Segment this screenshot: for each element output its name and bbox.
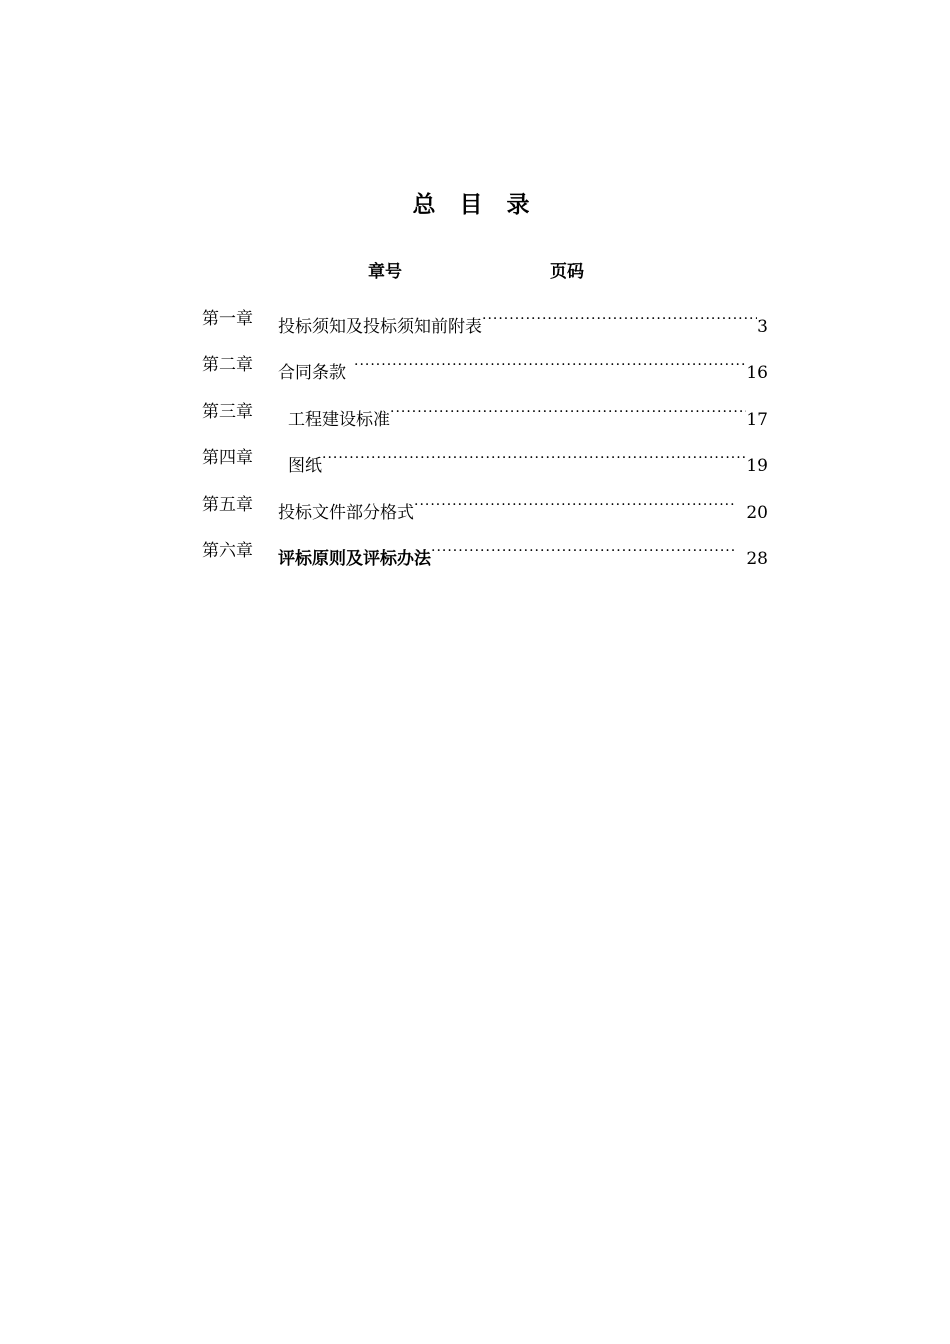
toc-page-number: 28: [746, 548, 768, 569]
page-column-header: 页码: [550, 262, 584, 282]
toc-chapter-title: 合同条款: [278, 363, 346, 384]
toc-chapter-number: 第四章: [202, 448, 253, 469]
toc-chapter-title: 图纸: [288, 456, 322, 477]
dot-leader: [354, 352, 746, 378]
toc-chapter-title: 投标文件部分格式: [278, 502, 414, 523]
table-of-contents: [202, 306, 768, 584]
toc-chapter-number: 第三章: [202, 401, 253, 422]
toc-chapter-number: 第五章: [202, 494, 253, 515]
dot-leader: [431, 538, 736, 564]
toc-chapter-number: 第一章: [202, 309, 253, 329]
toc-entry-line: [278, 306, 768, 340]
toc-entry-chapter-1[interactable]: [202, 306, 768, 352]
toc-chapter-number: 第二章: [202, 355, 253, 376]
toc-entry-line: [278, 445, 768, 479]
toc-page-number: 20: [746, 502, 768, 523]
toc-chapter-title: 评标原则及评标办法: [278, 548, 431, 569]
toc-entry-chapter-5[interactable]: [202, 492, 768, 538]
toc-entry-line: [278, 399, 768, 433]
toc-page-number: 16: [746, 363, 768, 384]
dot-leader: [322, 445, 746, 471]
dot-leader: [390, 399, 746, 425]
toc-entry-chapter-4[interactable]: [202, 445, 768, 491]
dot-leader: [414, 492, 736, 518]
toc-entry-line: [278, 352, 768, 386]
toc-entry-line: [278, 538, 768, 572]
toc-entry-chapter-3[interactable]: [202, 399, 768, 445]
document-title: 总 目 录: [412, 192, 538, 218]
toc-entry-line: [278, 492, 768, 526]
dot-leader: [482, 306, 757, 332]
toc-entry-chapter-6[interactable]: [202, 538, 768, 584]
toc-entry-chapter-2[interactable]: [202, 352, 768, 398]
toc-page-number: 3: [757, 317, 768, 337]
toc-page-number: 17: [746, 409, 768, 430]
chapter-column-header: 章号: [368, 262, 402, 282]
toc-chapter-title: 投标须知及投标须知前附表: [278, 317, 482, 337]
toc-chapter-number: 第六章: [202, 540, 253, 561]
toc-page-number: 19: [746, 456, 768, 477]
toc-chapter-title: 工程建设标准: [288, 409, 390, 430]
